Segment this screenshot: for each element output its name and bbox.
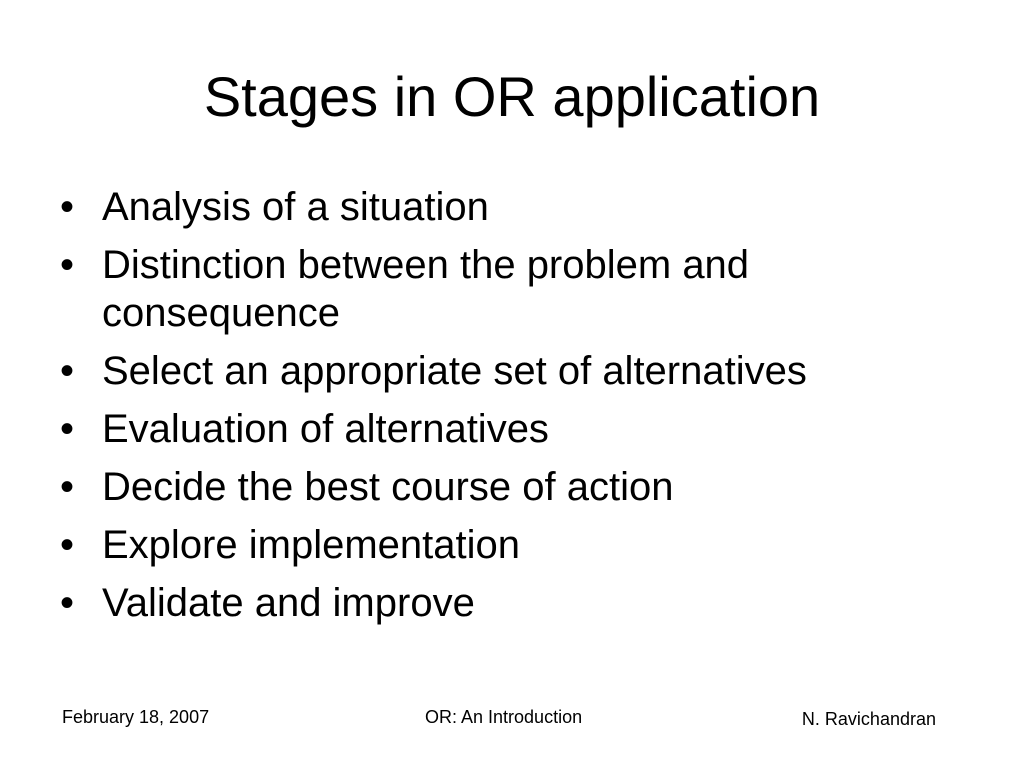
bullet-icon: • xyxy=(60,523,75,567)
bullet-item xyxy=(60,579,960,627)
bullet-text: Select an appropriate set of alternatives xyxy=(102,349,807,393)
bullet-text: Decide the best course of action xyxy=(102,465,674,509)
footer-course-title: OR: An Introduction xyxy=(425,707,583,727)
bullet-icon: • xyxy=(60,243,75,287)
slide-title: Stages in OR application xyxy=(203,65,821,128)
bullet-item xyxy=(60,347,960,395)
bullet-icon: • xyxy=(60,185,75,229)
bullet-item xyxy=(60,183,960,231)
bullet-text: Analysis of a situation xyxy=(102,185,489,229)
bullet-text: Validate and improve xyxy=(102,581,475,625)
bullet-icon: • xyxy=(60,465,75,509)
bullet-item xyxy=(60,241,960,337)
footer-author: N. Ravichandran xyxy=(801,709,936,729)
bullet-text: Evaluation of alternatives xyxy=(102,407,549,451)
bullet-text: Distinction between the problem and consequence xyxy=(102,243,750,335)
bullet-item xyxy=(60,463,960,511)
bullet-icon: • xyxy=(60,407,75,451)
bullet-item xyxy=(60,405,960,453)
footer-date: February 18, 2007 xyxy=(62,707,210,727)
bullet-item xyxy=(60,521,960,569)
bullet-list xyxy=(60,183,960,637)
bullet-icon: • xyxy=(60,581,75,625)
bullet-icon: • xyxy=(60,349,75,393)
bullet-text: Explore implementation xyxy=(102,523,520,567)
